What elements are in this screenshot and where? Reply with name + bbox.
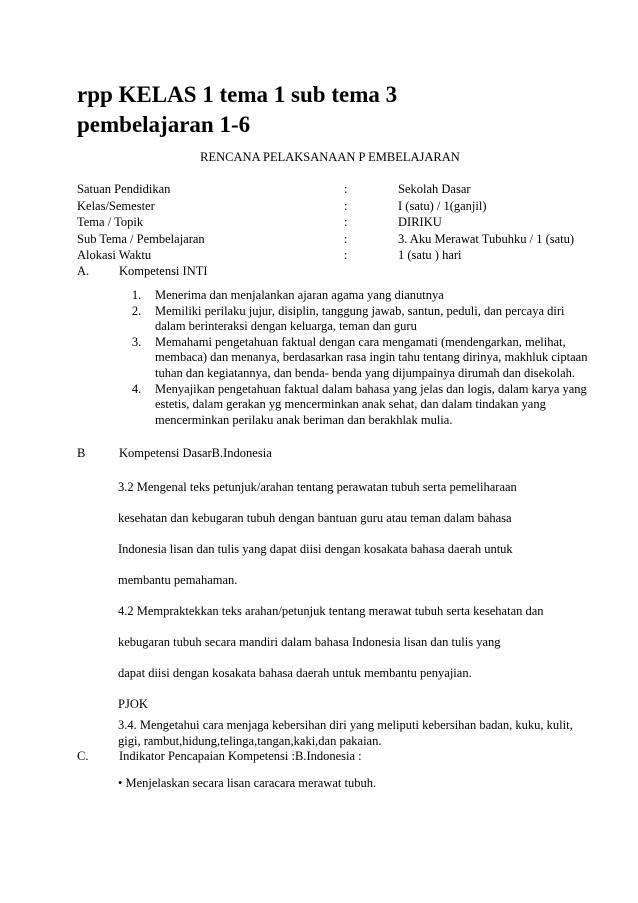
section-title: Indikator Pencapaian Kompetensi :B.Indonesia : [119, 749, 362, 763]
info-row [77, 214, 617, 231]
list-number: 4. [131, 381, 142, 396]
section-number: C. [77, 749, 89, 763]
document-title [77, 80, 597, 140]
section-c-heading [77, 749, 617, 764]
list-number: 2. [131, 303, 142, 318]
kd-line: kesehatan dan kebugaran tubuh dengan bantuan guru atau teman dalam bahasa [118, 511, 512, 525]
info-value: 3. Aku Merawat Tubuhku / 1 (satu) [398, 231, 575, 246]
info-label: Alokasi Waktu [77, 248, 152, 262]
list-item [118, 288, 598, 304]
title-line-1: rpp KELAS 1 tema 1 sub tema 3 [77, 82, 398, 107]
info-value: Sekolah Dasar [398, 182, 471, 196]
identity-table [77, 181, 617, 264]
list-number: 3. [131, 334, 142, 349]
list-item [118, 335, 598, 382]
kd-line: 3.2 Mengenal teks petunjuk/arahan tentang perawatan tubuh serta pemeliharaan [118, 480, 517, 494]
list-item [118, 304, 598, 335]
kompetensi-inti-list [118, 288, 598, 428]
list-text: Menerima dan menjalankan ajaran agama yang dianutnya [155, 288, 444, 302]
info-label: Sub Tema / Pembelajaran [77, 231, 205, 246]
kd-pjok-text: 3.4. Mengetahui cara menjaga kebersihan diri yang meliputi kebersihan badan, kuku, kulit, gigi, rambut,hidung,telinga,tangan,kaki,dan pakaian. [118, 718, 573, 748]
kd-line: Indonesia lisan dan tulis yang dapat diisi dengan kosakata bahasa daerah untuk [118, 542, 513, 556]
info-colon: : [344, 182, 348, 196]
kd-line: 4.2 Mempraktekkan teks arahan/petunjuk tentang merawat tubuh serta kesehatan dan [118, 604, 544, 618]
list-text: Memiliki perilaku jujur, disiplin, tanggung jawab, santun, peduli, dan percaya diri dalam berinteraksi dengan keluarga, teman dan guru [155, 303, 565, 334]
kd-line: PJOK [118, 697, 148, 711]
info-colon: : [344, 248, 348, 262]
section-number: A. [77, 264, 90, 278]
section-title: Kompetensi INTI [119, 264, 208, 278]
list-text: Memahami pengetahuan faktual dengan cara mengamati (mendengarkan, melihat, membaca) dan menanya, berdasarkan rasa ingin tahu tentang dirinya, makhluk ciptaan tuhan dan kegiatannya, dan benda- benda yang dijumpainya dirumah dan disekolah. [155, 334, 588, 380]
info-colon: : [344, 215, 348, 229]
info-colon: : [344, 198, 348, 213]
info-row [77, 247, 617, 264]
info-row [77, 198, 617, 215]
list-text: Menyajikan pengetahuan faktual dalam bahasa yang jelas dan logis, dalam karya yang estetis, dalam gerakan yg mencerminkan anak sehat, dan dalam tindakan yang mencerminkan perilaku anak beriman dan berakhlak mulia. [155, 381, 587, 427]
info-label: Satuan Pendidikan [77, 182, 171, 196]
kd-line: membantu pemahaman. [118, 573, 238, 587]
title-line-2: pembelajaran 1-6 [77, 112, 251, 137]
section-b-heading [77, 446, 617, 461]
info-colon: : [344, 231, 348, 246]
info-row [77, 231, 617, 248]
kd-line: kebugaran tubuh secara mandiri dalam bahasa Indonesia lisan dan tulis yang [118, 635, 501, 649]
rpp-heading: RENCANA PELAKSANAAN P EMBELAJARAN [200, 150, 460, 164]
info-label: Tema / Topik [77, 215, 144, 229]
list-item [118, 382, 598, 429]
info-label: Kelas/Semester [77, 198, 155, 213]
kd-line: dapat diisi dengan kosakata bahasa daerah untuk membantu penyajian. [118, 666, 472, 680]
info-value: I (satu) / 1(ganjil) [398, 198, 487, 213]
info-row [77, 181, 617, 198]
indicator-item: • Menjelaskan secara lisan caracara merawat tubuh. [118, 776, 377, 790]
info-value: DIRIKU [398, 215, 442, 229]
info-value: 1 (satu ) hari [398, 248, 462, 262]
section-number: B [77, 446, 86, 460]
section-title: Kompetensi DasarB.Indonesia [119, 446, 272, 460]
list-number: 1. [131, 288, 142, 302]
section-a-heading [77, 264, 617, 279]
